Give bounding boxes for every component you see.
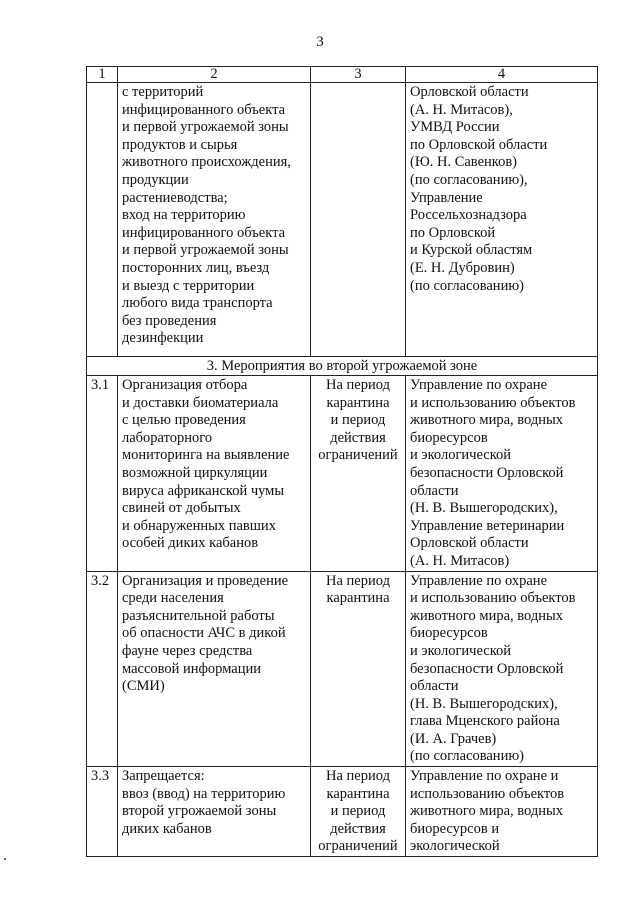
header-cell-4: 4 [406, 67, 598, 83]
row-number-cell: 3.3 [87, 767, 118, 857]
section-title: 3. Мероприятия во второй угрожаемой зоне [87, 357, 598, 376]
table-row [87, 571, 598, 767]
table-row [87, 376, 598, 572]
measure-cell: Запрещается: ввоз (ввод) на территорию второй угрожаемой зоны диких кабанов [118, 767, 311, 857]
table-header-row [87, 67, 598, 83]
row-number-cell: 3.1 [87, 376, 118, 572]
responsible-cell: Управление по охране и использованию объектов животного мира, водных биоресурсов и экологической безопасности Орловской области (Н. В. Вышегородских), Управление ветеринарии Орловской области (А. Н. Митасов) [406, 376, 598, 572]
measure-cell: Организация и проведение среди населения разъяснительной работы об опасности АЧС в дикой фауне через средства массовой информации (СМИ) [118, 571, 311, 767]
period-cell [311, 83, 406, 357]
responsible-cell: Управление по охране и использованию объектов животного мира, водных биоресурсов и экологической безопасности Орловской области (Н. В. Вышегородских), глава Мценского района (И. А. Грачев) (по согласованию) [406, 571, 598, 767]
responsible-cell: Управление по охране и использованию объектов животного мира, водных биоресурсов и экологической [406, 767, 598, 857]
measure-cell: Организация отбора и доставки биоматериала с целью проведения лабораторного мониторинга на выявление возможной циркуляции вируса африканской чумы свиней от добытых и обнаруженных павших особей диких кабанов [118, 376, 311, 572]
scan-speck [4, 858, 6, 860]
period-cell: На период карантина и период действия ограничений [311, 376, 406, 572]
measures-table [86, 66, 598, 857]
header-cell-3: 3 [311, 67, 406, 83]
period-cell: На период карантина и период действия ограничений [311, 767, 406, 857]
measure-cell: с территорий инфицированного объекта и первой угрожаемой зоны продуктов и сырья животного происхождения, продукции растениеводства; вход на территорию инфицированного объекта и первой угрожаемой зоны посторонних лиц, въезд и выезд с территории любого вида транспорта без проведения дезинфекции [118, 83, 311, 357]
section-header-row [87, 357, 598, 376]
period-cell: На период карантина [311, 571, 406, 767]
header-cell-1: 1 [87, 67, 118, 83]
row-number-cell [87, 83, 118, 357]
table-row [87, 767, 598, 857]
table-row [87, 83, 598, 357]
header-cell-2: 2 [118, 67, 311, 83]
responsible-cell: Орловской области (А. Н. Митасов), УМВД России по Орловской области (Ю. Н. Савенков) (по согласованию), Управление Россельхознадзора по Орловской и Курской областям (Е. Н. Дубровин) (по согласованию) [406, 83, 598, 357]
page-number: 3 [316, 34, 324, 50]
row-number-cell: 3.2 [87, 571, 118, 767]
